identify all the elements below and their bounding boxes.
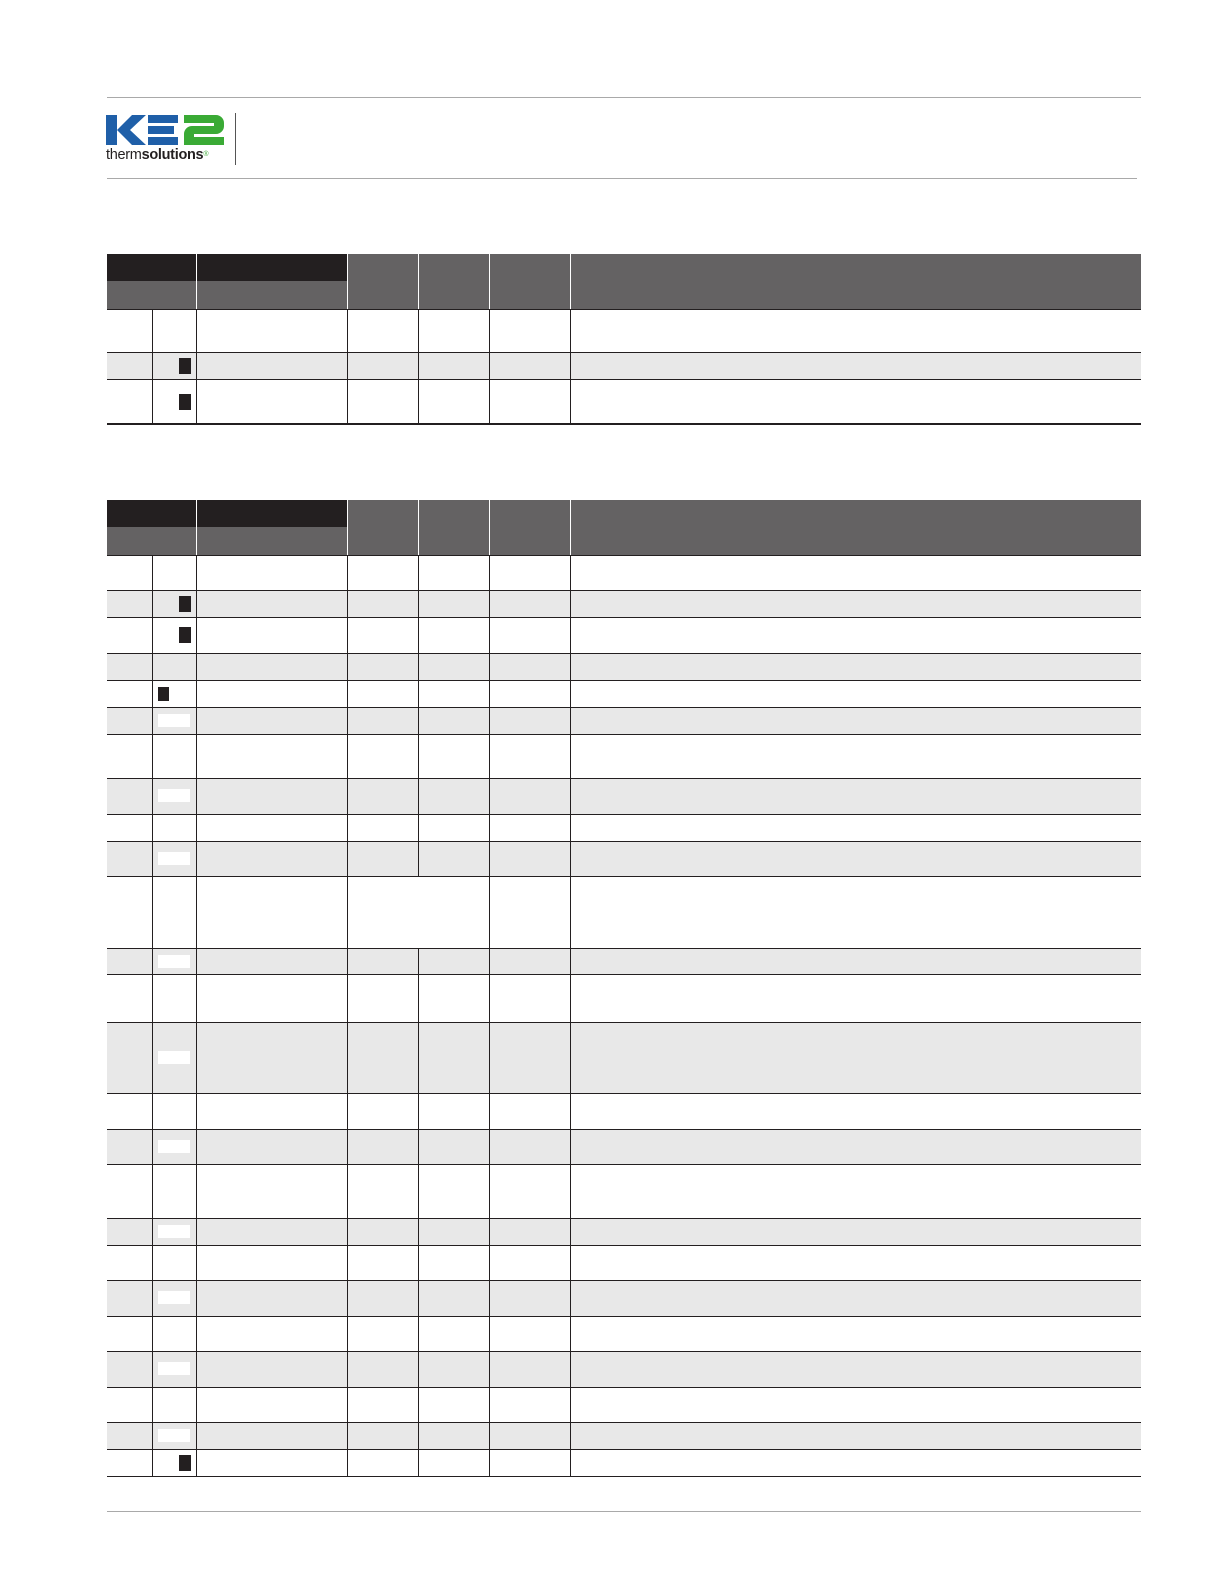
logo-sub-bold: solutions xyxy=(141,147,204,163)
table-row xyxy=(107,1317,1141,1352)
row-marker xyxy=(158,1291,190,1304)
table-row xyxy=(107,1423,1141,1450)
row-marker xyxy=(158,687,169,701)
table-row xyxy=(107,842,1141,877)
table-row xyxy=(107,309,1141,353)
header-cell-1-bottom xyxy=(107,527,196,555)
row-marker xyxy=(158,789,190,802)
row-marker xyxy=(158,955,190,968)
table-row xyxy=(107,975,1141,1023)
ke2-logo-mark-icon xyxy=(106,113,228,147)
header-cell-3 xyxy=(348,500,418,555)
table-row xyxy=(107,1130,1141,1165)
row-marker xyxy=(179,627,191,643)
table-row xyxy=(107,555,1141,591)
logo-divider xyxy=(235,113,236,165)
table-row xyxy=(107,779,1141,815)
logo-sub-plain: therm xyxy=(106,147,142,163)
table-row xyxy=(107,815,1141,842)
row-marker xyxy=(179,358,191,374)
table-2 xyxy=(107,500,1141,1477)
table-row xyxy=(107,681,1141,708)
row-marker xyxy=(179,596,191,612)
header-cell-5 xyxy=(490,254,570,309)
header-bottom-rule xyxy=(107,178,1137,179)
header-cell-1-top xyxy=(107,254,196,281)
header-cell-4 xyxy=(419,500,489,555)
table-row xyxy=(107,618,1141,654)
table-1 xyxy=(107,254,1141,425)
table-row xyxy=(107,949,1141,975)
table-row xyxy=(107,591,1141,618)
table-row xyxy=(107,380,1141,425)
header-cell-6 xyxy=(571,254,1141,309)
table-row xyxy=(107,1246,1141,1281)
logo-registered-mark: ® xyxy=(203,151,209,158)
table-row xyxy=(107,353,1141,380)
row-marker xyxy=(158,1362,190,1375)
table-header xyxy=(107,254,1141,309)
header-cell-2-bottom xyxy=(197,281,347,309)
table-row xyxy=(107,735,1141,779)
table-row xyxy=(107,654,1141,681)
table-row xyxy=(107,1388,1141,1423)
row-marker xyxy=(158,714,190,727)
table-row-merged xyxy=(107,877,1141,949)
header-cell-2-bottom xyxy=(197,527,347,555)
table-row xyxy=(107,1281,1141,1317)
logo-subtitle xyxy=(106,147,208,163)
row-marker xyxy=(158,1429,190,1442)
header-cell-1-top xyxy=(107,500,196,527)
header-cell-4 xyxy=(419,254,489,309)
row-marker xyxy=(179,1455,191,1471)
row-marker xyxy=(158,1140,190,1153)
header-cell-2-top xyxy=(197,254,347,281)
row-marker xyxy=(158,1225,190,1238)
header-cell-2-top xyxy=(197,500,347,527)
table-row xyxy=(107,1219,1141,1246)
row-marker xyxy=(158,852,190,865)
table-row xyxy=(107,708,1141,735)
footer-rule xyxy=(107,1511,1141,1512)
header-cell-5 xyxy=(490,500,570,555)
header-cell-6 xyxy=(571,500,1141,555)
header-cell-3 xyxy=(348,254,418,309)
table-header xyxy=(107,500,1141,555)
row-marker xyxy=(158,1051,190,1064)
table-row xyxy=(107,1165,1141,1219)
table-row xyxy=(107,1094,1141,1130)
table-row xyxy=(107,1450,1141,1477)
table-row xyxy=(107,1352,1141,1388)
row-marker xyxy=(179,394,191,410)
table-row xyxy=(107,1023,1141,1094)
header-top-rule xyxy=(107,97,1141,98)
header-cell-1-bottom xyxy=(107,281,196,309)
